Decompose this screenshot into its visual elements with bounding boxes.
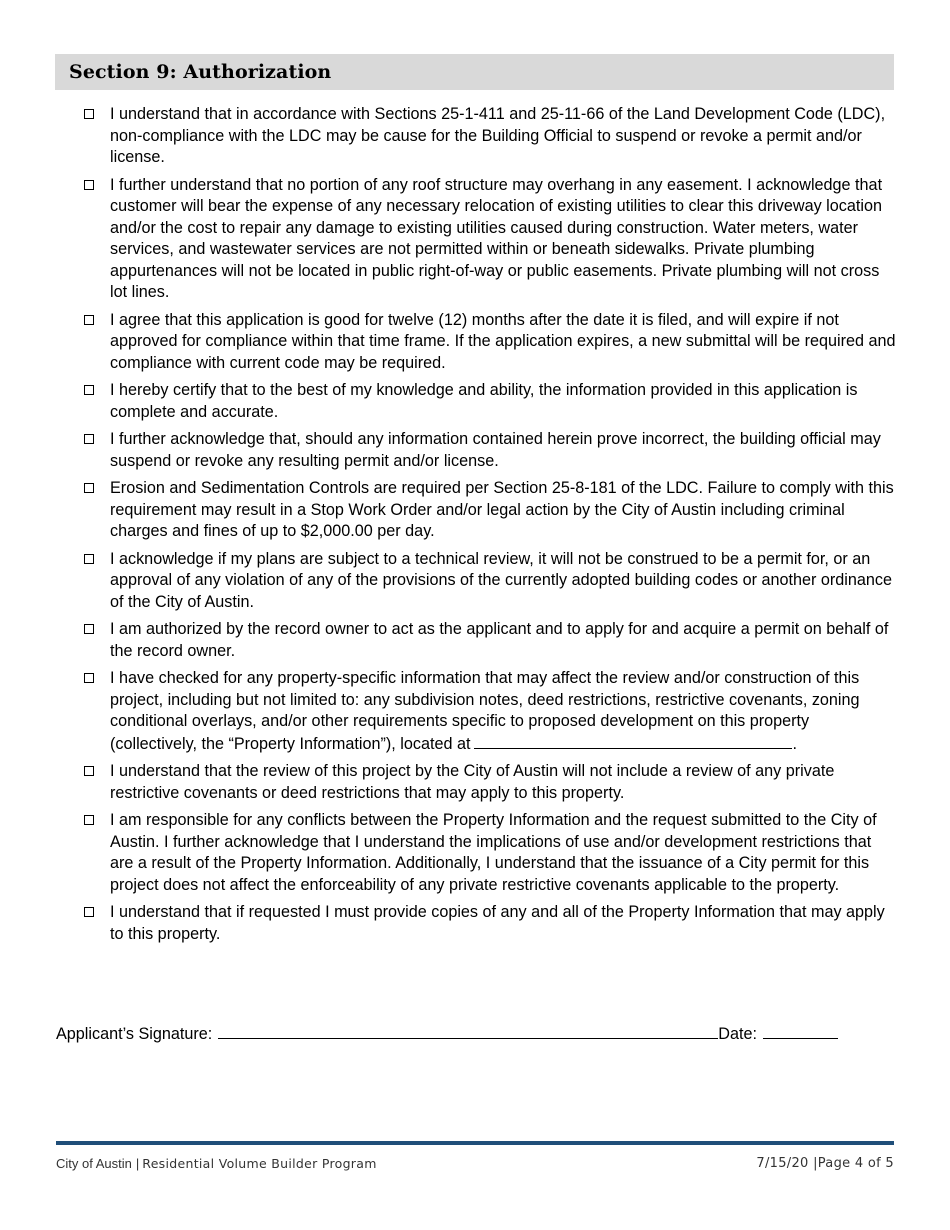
checkbox[interactable] (84, 624, 94, 634)
located-at-suffix: . (792, 734, 797, 753)
item-text: I understand that in accordance with Sections 25-1-411 and 25-11-66 of the Land Development Code (LDC), non-compliance with the LDC may be cause for the Building Official to suspend or revoke a permit and/or license. (110, 105, 886, 166)
list-item (84, 310, 896, 375)
list-item (84, 104, 896, 169)
footer-separator: | (813, 1156, 818, 1171)
list-item (84, 810, 896, 896)
footer-separator: | (135, 1156, 140, 1171)
property-info-text: I have checked for any property-specific information that may affect the review and/or construction of this project, including but not limited to: any subdivision notes, deed restrictions, restrictive covenants, zoning conditional overlays, and/or other requirements specific to proposed development on this property (collectively, the “Property Information”), located at (110, 669, 860, 753)
checkbox[interactable] (84, 483, 94, 493)
located-at-field[interactable] (474, 733, 792, 749)
list-item (84, 761, 896, 804)
checkbox[interactable] (84, 766, 94, 776)
signature-field[interactable] (218, 1020, 718, 1039)
checkbox[interactable] (84, 180, 94, 190)
checkbox[interactable] (84, 907, 94, 917)
item-text-with-field (110, 668, 896, 755)
list-item (84, 619, 896, 662)
section-title: Section 9: Authorization (69, 61, 332, 83)
footer-left (56, 1156, 377, 1171)
list-item (84, 175, 896, 304)
date-field[interactable] (763, 1020, 838, 1039)
checkbox[interactable] (84, 109, 94, 119)
section-header (55, 54, 894, 90)
footer-right (756, 1156, 894, 1171)
list-item (84, 429, 896, 472)
list-item (84, 902, 896, 945)
signature-row (56, 1020, 838, 1044)
list-item (84, 668, 896, 755)
checkbox[interactable] (84, 315, 94, 325)
footer-date: 7/15/20 (756, 1156, 809, 1171)
checkbox[interactable] (84, 434, 94, 444)
footer-divider (56, 1141, 894, 1145)
item-text: I am authorized by the record owner to act as the applicant and to apply for and acquire a permit on behalf of the record owner. (110, 620, 889, 660)
item-text: I agree that this application is good for twelve (12) months after the date it is filed, and will expire if not approved for compliance within that time frame. If the application expires, a new submittal will be required and compliance with current code may be required. (110, 310, 896, 372)
footer-org: City of Austin (56, 1156, 132, 1171)
item-text: I am responsible for any conflicts between the Property Information and the request submitted to the City of Austin. I further acknowledge that I understand the implications of use and/or development restrictions that are a result of the Property Information. Additionally, I understand that the issuance of a City permit for this project does not affect the enforceability of any private restrictive covenants applicable to the property. (110, 811, 877, 894)
checkbox[interactable] (84, 554, 94, 564)
item-text: I understand that the review of this project by the City of Austin will not include a review of any private restrictive covenants or deed restrictions that may apply to this property. (110, 762, 835, 802)
page-number: Page 4 of 5 (817, 1156, 894, 1171)
checkbox[interactable] (84, 815, 94, 825)
footer-program: Residential Volume Builder Program (142, 1156, 377, 1171)
item-text: Erosion and Sedimentation Controls are required per Section 25-8-181 of the LDC. Failure to comply with this requirement may result in a Stop Work Order and/or legal action by the City of Austin including criminal charges and fines of up to $2,000.00 per day. (110, 479, 894, 540)
list-item (84, 549, 896, 614)
authorization-list (84, 104, 896, 951)
signature-label: Applicant’s Signature: (56, 1025, 213, 1043)
checkbox[interactable] (84, 673, 94, 683)
list-item (84, 380, 896, 423)
list-item (84, 478, 896, 543)
checkbox[interactable] (84, 385, 94, 395)
item-text: I hereby certify that to the best of my knowledge and ability, the information provided in this application is complete and accurate. (110, 381, 858, 421)
date-label: Date: (718, 1025, 757, 1043)
item-text: I further understand that no portion of any roof structure may overhang in any easement. I acknowledge that customer will bear the expense of any necessary relocation of existing utilities to clear this driveway location and/or the cost to repair any damage to existing utilities caused during construction. Water meters, water services, and wastewater services are not permitted within or beneath sidewalks. Private plumbing appurtenances will not be located in public right-of-way or public easements. Private plumbing will not cross lot lines. (110, 175, 883, 301)
item-text: I further acknowledge that, should any information contained herein prove incorrect, the building official may suspend or revoke any resulting permit and/or license. (110, 430, 881, 470)
item-text: I understand that if requested I must provide copies of any and all of the Property Information that may apply to this property. (110, 903, 885, 943)
item-text: I acknowledge if my plans are subject to a technical review, it will not be construed to be a permit for, or an approval of any violation of any of the provisions of the currently adopted building codes or another ordinance of the City of Austin. (110, 549, 892, 611)
